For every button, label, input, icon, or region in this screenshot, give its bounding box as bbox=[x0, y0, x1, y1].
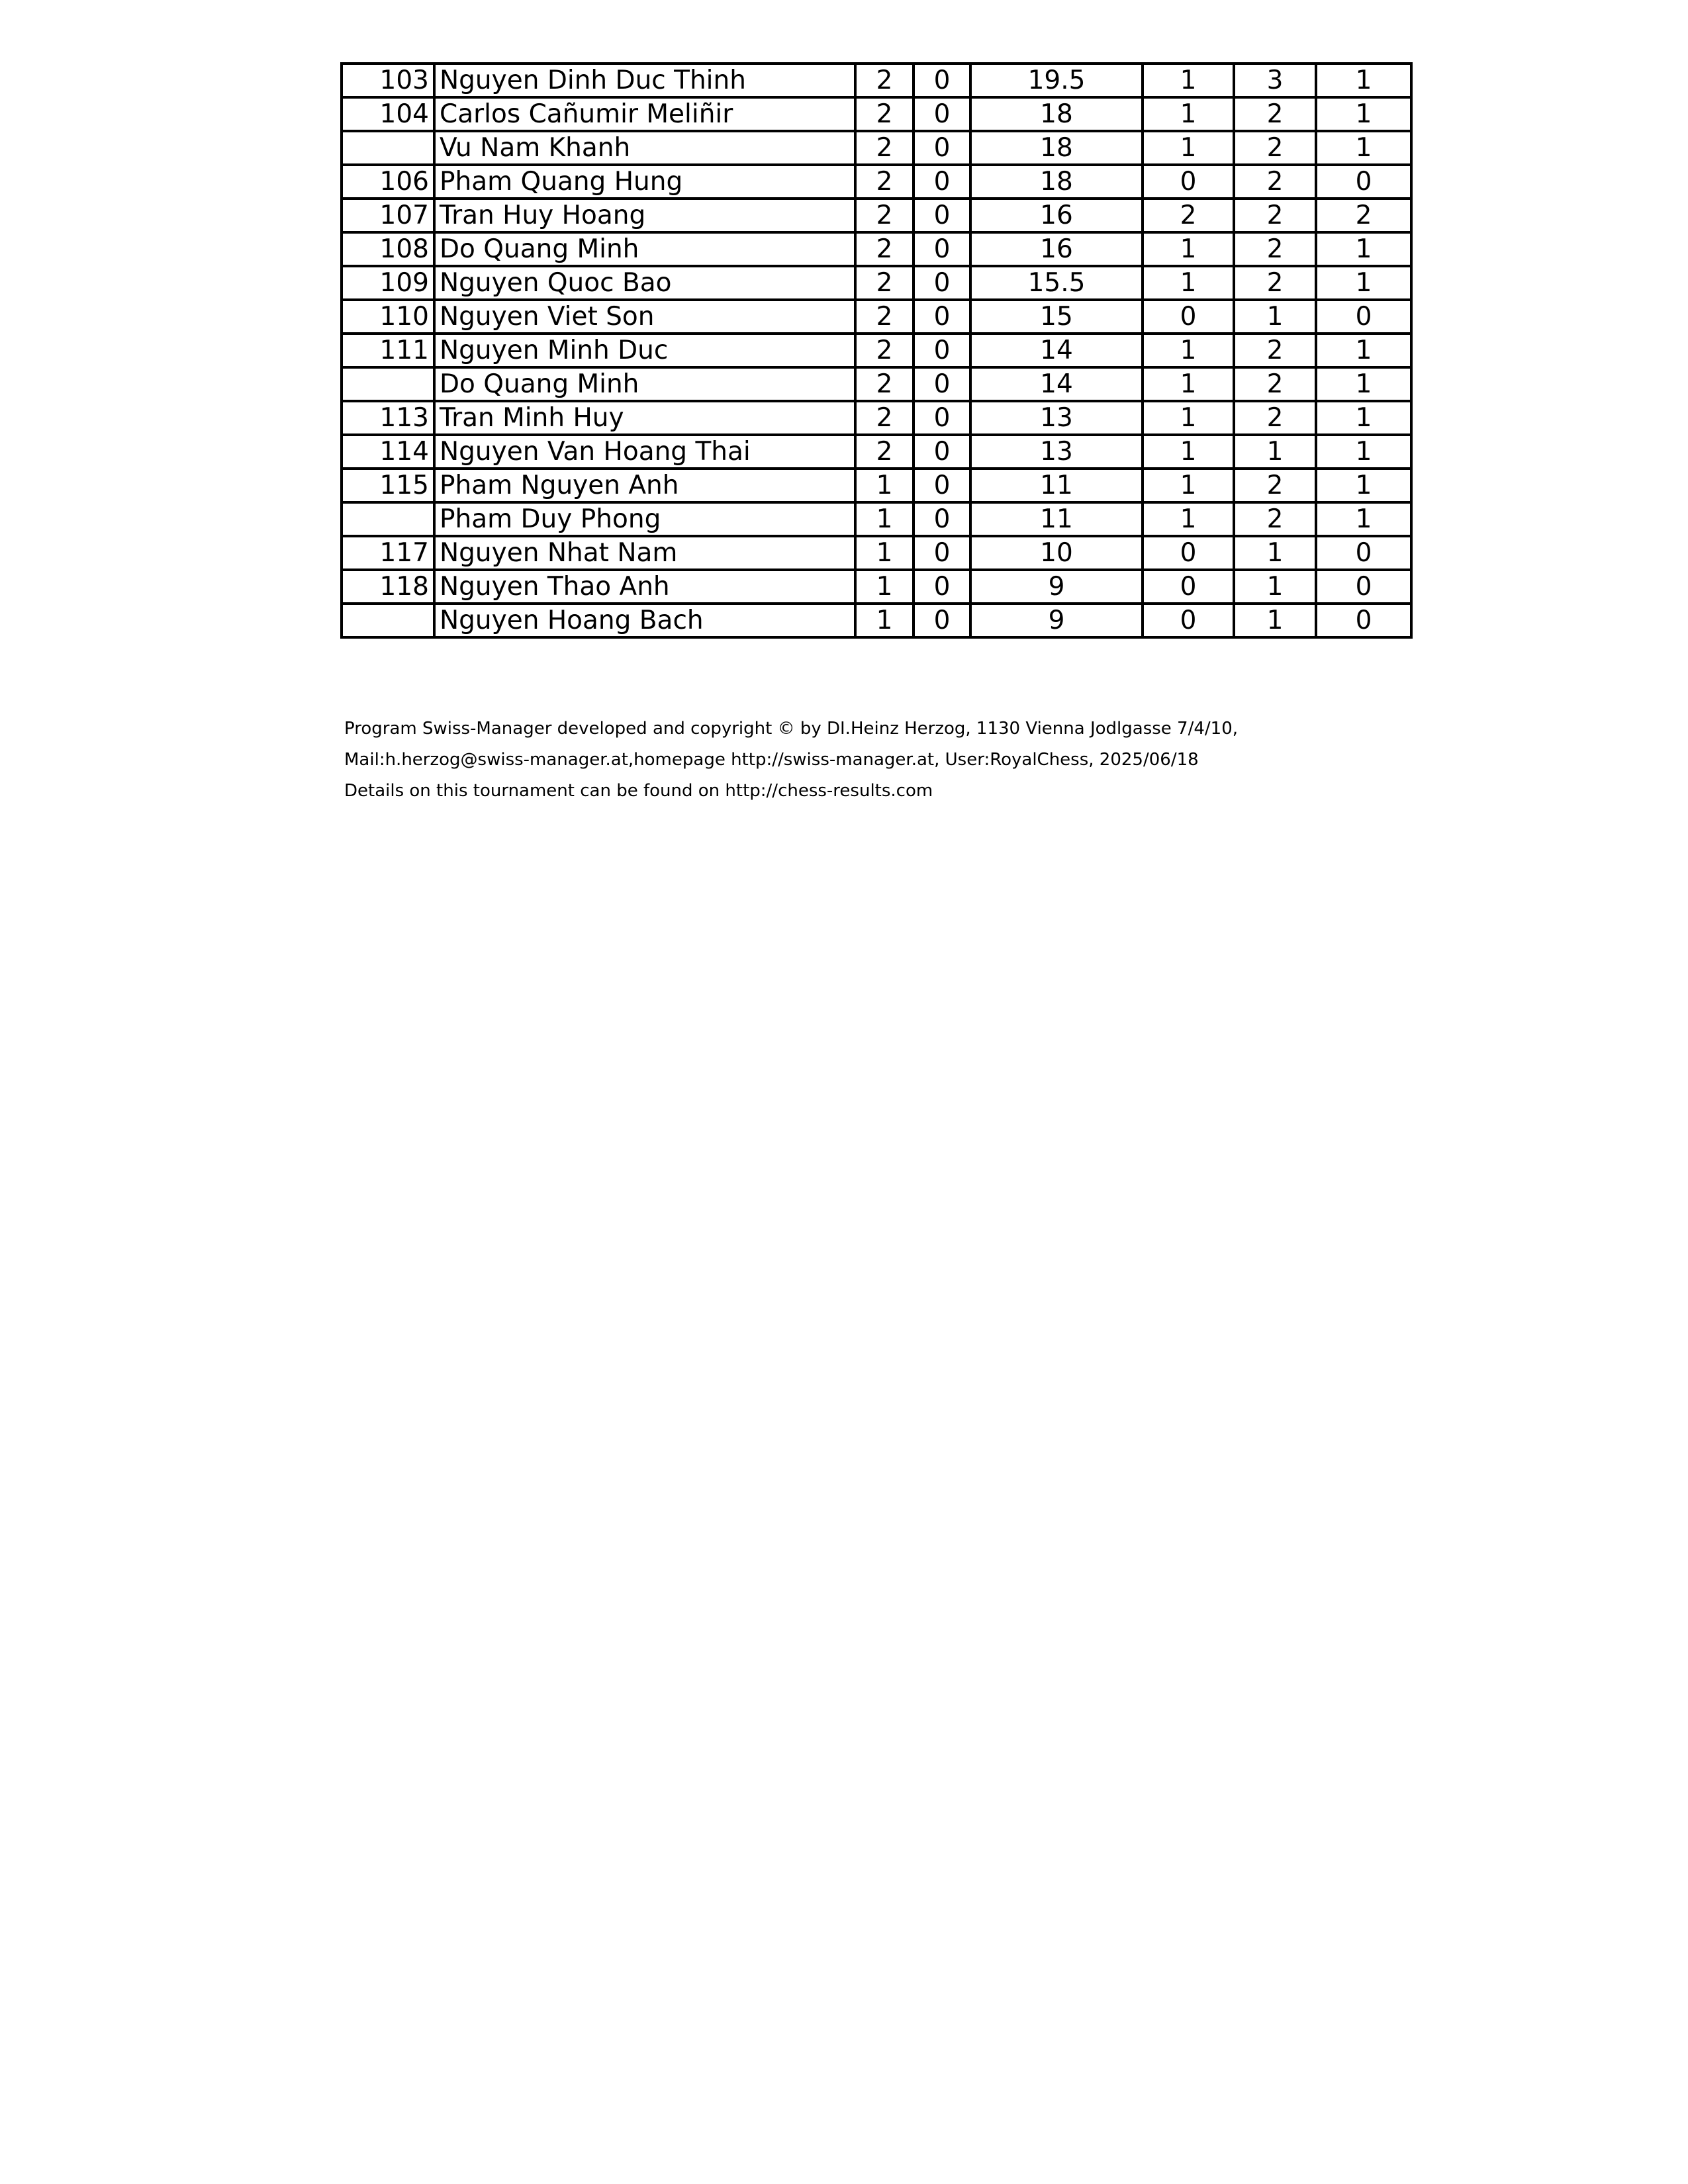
tiebreak3-cell: 2 bbox=[1234, 469, 1316, 502]
tiebreak1-cell: 18 bbox=[970, 97, 1143, 131]
tiebreak4-cell: 1 bbox=[1316, 401, 1411, 435]
player-name-cell: Vu Nam Khanh bbox=[434, 131, 855, 165]
points-cell: 1 bbox=[855, 469, 914, 502]
tiebreak3-cell: 1 bbox=[1234, 300, 1316, 334]
tiebreak4-cell: 1 bbox=[1316, 266, 1411, 300]
rank-cell: 115 bbox=[342, 469, 434, 502]
tiebreak1-cell: 18 bbox=[970, 165, 1143, 199]
tiebreak1-cell: 9 bbox=[970, 604, 1143, 637]
player-name-cell: Tran Huy Hoang bbox=[434, 199, 855, 232]
standings-body bbox=[342, 64, 1411, 637]
tiebreak3-cell: 3 bbox=[1234, 64, 1316, 97]
col2-cell: 0 bbox=[914, 604, 970, 637]
table-row bbox=[342, 232, 1411, 266]
points-cell: 1 bbox=[855, 570, 914, 604]
tiebreak2-cell: 1 bbox=[1143, 435, 1234, 469]
tiebreak4-cell: 1 bbox=[1316, 367, 1411, 401]
table-row bbox=[342, 536, 1411, 570]
rank-cell: 109 bbox=[342, 266, 434, 300]
player-name-cell: Do Quang Minh bbox=[434, 367, 855, 401]
tiebreak3-cell: 2 bbox=[1234, 334, 1316, 367]
points-cell: 2 bbox=[855, 367, 914, 401]
col2-cell: 0 bbox=[914, 165, 970, 199]
tiebreak2-cell: 1 bbox=[1143, 401, 1234, 435]
footer-copyright-line: Program Swiss-Manager developed and copyright © by DI.Heinz Herzog, 1130 Vienna Jodlgasse 7/4/10, bbox=[344, 719, 1238, 739]
tiebreak3-cell: 1 bbox=[1234, 570, 1316, 604]
player-name-cell: Tran Minh Huy bbox=[434, 401, 855, 435]
col2-cell: 0 bbox=[914, 266, 970, 300]
points-cell: 2 bbox=[855, 334, 914, 367]
rank-cell: 108 bbox=[342, 232, 434, 266]
tiebreak4-cell: 0 bbox=[1316, 300, 1411, 334]
tiebreak4-cell: 1 bbox=[1316, 502, 1411, 536]
tiebreak2-cell: 1 bbox=[1143, 131, 1234, 165]
rank-cell: 113 bbox=[342, 401, 434, 435]
rank-cell: 104 bbox=[342, 97, 434, 131]
tiebreak1-cell: 14 bbox=[970, 334, 1143, 367]
tiebreak3-cell: 2 bbox=[1234, 502, 1316, 536]
table-row bbox=[342, 300, 1411, 334]
player-name-cell: Nguyen Viet Son bbox=[434, 300, 855, 334]
tiebreak2-cell: 0 bbox=[1143, 165, 1234, 199]
rank-cell bbox=[342, 502, 434, 536]
points-cell: 2 bbox=[855, 266, 914, 300]
rank-cell bbox=[342, 131, 434, 165]
standings-table bbox=[340, 62, 1413, 639]
tiebreak4-cell: 1 bbox=[1316, 131, 1411, 165]
player-name-cell: Pham Nguyen Anh bbox=[434, 469, 855, 502]
player-name-cell: Nguyen Dinh Duc Thinh bbox=[434, 64, 855, 97]
tiebreak1-cell: 16 bbox=[970, 199, 1143, 232]
rank-cell: 118 bbox=[342, 570, 434, 604]
table-row bbox=[342, 469, 1411, 502]
col2-cell: 0 bbox=[914, 536, 970, 570]
player-name-cell: Nguyen Thao Anh bbox=[434, 570, 855, 604]
player-name-cell: Pham Duy Phong bbox=[434, 502, 855, 536]
tiebreak4-cell: 1 bbox=[1316, 334, 1411, 367]
table-row bbox=[342, 570, 1411, 604]
rank-cell: 110 bbox=[342, 300, 434, 334]
table-row bbox=[342, 502, 1411, 536]
points-cell: 1 bbox=[855, 536, 914, 570]
tiebreak3-cell: 1 bbox=[1234, 435, 1316, 469]
tiebreak1-cell: 11 bbox=[970, 469, 1143, 502]
col2-cell: 0 bbox=[914, 469, 970, 502]
col2-cell: 0 bbox=[914, 502, 970, 536]
col2-cell: 0 bbox=[914, 97, 970, 131]
tiebreak1-cell: 19.5 bbox=[970, 64, 1143, 97]
tiebreak4-cell: 1 bbox=[1316, 469, 1411, 502]
tiebreak1-cell: 13 bbox=[970, 435, 1143, 469]
tiebreak2-cell: 1 bbox=[1143, 64, 1234, 97]
table-row bbox=[342, 131, 1411, 165]
col2-cell: 0 bbox=[914, 435, 970, 469]
tiebreak4-cell: 1 bbox=[1316, 64, 1411, 97]
player-name-cell: Carlos Cañumir Meliñir bbox=[434, 97, 855, 131]
tiebreak2-cell: 0 bbox=[1143, 570, 1234, 604]
rank-cell bbox=[342, 367, 434, 401]
tiebreak2-cell: 0 bbox=[1143, 300, 1234, 334]
points-cell: 2 bbox=[855, 300, 914, 334]
tiebreak1-cell: 10 bbox=[970, 536, 1143, 570]
tiebreak4-cell: 0 bbox=[1316, 536, 1411, 570]
points-cell: 2 bbox=[855, 131, 914, 165]
tiebreak4-cell: 1 bbox=[1316, 97, 1411, 131]
col2-cell: 0 bbox=[914, 334, 970, 367]
tiebreak1-cell: 14 bbox=[970, 367, 1143, 401]
rank-cell: 117 bbox=[342, 536, 434, 570]
table-row bbox=[342, 97, 1411, 131]
points-cell: 1 bbox=[855, 502, 914, 536]
col2-cell: 0 bbox=[914, 199, 970, 232]
tiebreak3-cell: 1 bbox=[1234, 604, 1316, 637]
tiebreak2-cell: 1 bbox=[1143, 367, 1234, 401]
rank-cell: 107 bbox=[342, 199, 434, 232]
tiebreak3-cell: 1 bbox=[1234, 536, 1316, 570]
tiebreak3-cell: 2 bbox=[1234, 97, 1316, 131]
table-row bbox=[342, 367, 1411, 401]
tiebreak1-cell: 11 bbox=[970, 502, 1143, 536]
col2-cell: 0 bbox=[914, 300, 970, 334]
player-name-cell: Nguyen Van Hoang Thai bbox=[434, 435, 855, 469]
points-cell: 2 bbox=[855, 199, 914, 232]
col2-cell: 0 bbox=[914, 131, 970, 165]
tiebreak3-cell: 2 bbox=[1234, 199, 1316, 232]
tiebreak2-cell: 1 bbox=[1143, 97, 1234, 131]
col2-cell: 0 bbox=[914, 570, 970, 604]
table-row bbox=[342, 199, 1411, 232]
points-cell: 2 bbox=[855, 97, 914, 131]
tiebreak3-cell: 2 bbox=[1234, 232, 1316, 266]
player-name-cell: Nguyen Quoc Bao bbox=[434, 266, 855, 300]
tiebreak1-cell: 15 bbox=[970, 300, 1143, 334]
tiebreak2-cell: 1 bbox=[1143, 232, 1234, 266]
table-row bbox=[342, 604, 1411, 637]
rank-cell: 111 bbox=[342, 334, 434, 367]
tiebreak1-cell: 9 bbox=[970, 570, 1143, 604]
tiebreak1-cell: 15.5 bbox=[970, 266, 1143, 300]
table-row bbox=[342, 64, 1411, 97]
table-row bbox=[342, 435, 1411, 469]
tiebreak4-cell: 2 bbox=[1316, 199, 1411, 232]
rank-cell: 106 bbox=[342, 165, 434, 199]
tiebreak3-cell: 2 bbox=[1234, 131, 1316, 165]
player-name-cell: Nguyen Minh Duc bbox=[434, 334, 855, 367]
tiebreak4-cell: 1 bbox=[1316, 232, 1411, 266]
points-cell: 2 bbox=[855, 165, 914, 199]
player-name-cell: Nguyen Nhat Nam bbox=[434, 536, 855, 570]
tiebreak4-cell: 0 bbox=[1316, 570, 1411, 604]
tiebreak3-cell: 2 bbox=[1234, 266, 1316, 300]
tiebreak3-cell: 2 bbox=[1234, 401, 1316, 435]
tiebreak1-cell: 13 bbox=[970, 401, 1143, 435]
tiebreak2-cell: 0 bbox=[1143, 604, 1234, 637]
table-row bbox=[342, 401, 1411, 435]
tiebreak2-cell: 1 bbox=[1143, 502, 1234, 536]
rank-cell bbox=[342, 604, 434, 637]
table-row bbox=[342, 266, 1411, 300]
points-cell: 2 bbox=[855, 401, 914, 435]
footer-details-line: Details on this tournament can be found on http://chess-results.com bbox=[344, 781, 933, 801]
tiebreak1-cell: 18 bbox=[970, 131, 1143, 165]
points-cell: 2 bbox=[855, 435, 914, 469]
tiebreak4-cell: 0 bbox=[1316, 165, 1411, 199]
col2-cell: 0 bbox=[914, 64, 970, 97]
footer bbox=[344, 713, 1238, 807]
tiebreak2-cell: 1 bbox=[1143, 334, 1234, 367]
tiebreak2-cell: 1 bbox=[1143, 469, 1234, 502]
tiebreak2-cell: 1 bbox=[1143, 266, 1234, 300]
tiebreak2-cell: 0 bbox=[1143, 536, 1234, 570]
tiebreak4-cell: 1 bbox=[1316, 435, 1411, 469]
tiebreak4-cell: 0 bbox=[1316, 604, 1411, 637]
col2-cell: 0 bbox=[914, 232, 970, 266]
rank-cell: 103 bbox=[342, 64, 434, 97]
points-cell: 2 bbox=[855, 232, 914, 266]
tiebreak3-cell: 2 bbox=[1234, 367, 1316, 401]
points-cell: 2 bbox=[855, 64, 914, 97]
player-name-cell: Do Quang Minh bbox=[434, 232, 855, 266]
footer-contact-line: Mail:h.herzog@swiss-manager.at,homepage http://swiss-manager.at, User:RoyalChess, 2025/06/18 bbox=[344, 750, 1199, 770]
table-row bbox=[342, 165, 1411, 199]
rank-cell: 114 bbox=[342, 435, 434, 469]
col2-cell: 0 bbox=[914, 401, 970, 435]
points-cell: 1 bbox=[855, 604, 914, 637]
col2-cell: 0 bbox=[914, 367, 970, 401]
tiebreak2-cell: 2 bbox=[1143, 199, 1234, 232]
player-name-cell: Nguyen Hoang Bach bbox=[434, 604, 855, 637]
player-name-cell: Pham Quang Hung bbox=[434, 165, 855, 199]
tiebreak3-cell: 2 bbox=[1234, 165, 1316, 199]
tiebreak1-cell: 16 bbox=[970, 232, 1143, 266]
table-row bbox=[342, 334, 1411, 367]
